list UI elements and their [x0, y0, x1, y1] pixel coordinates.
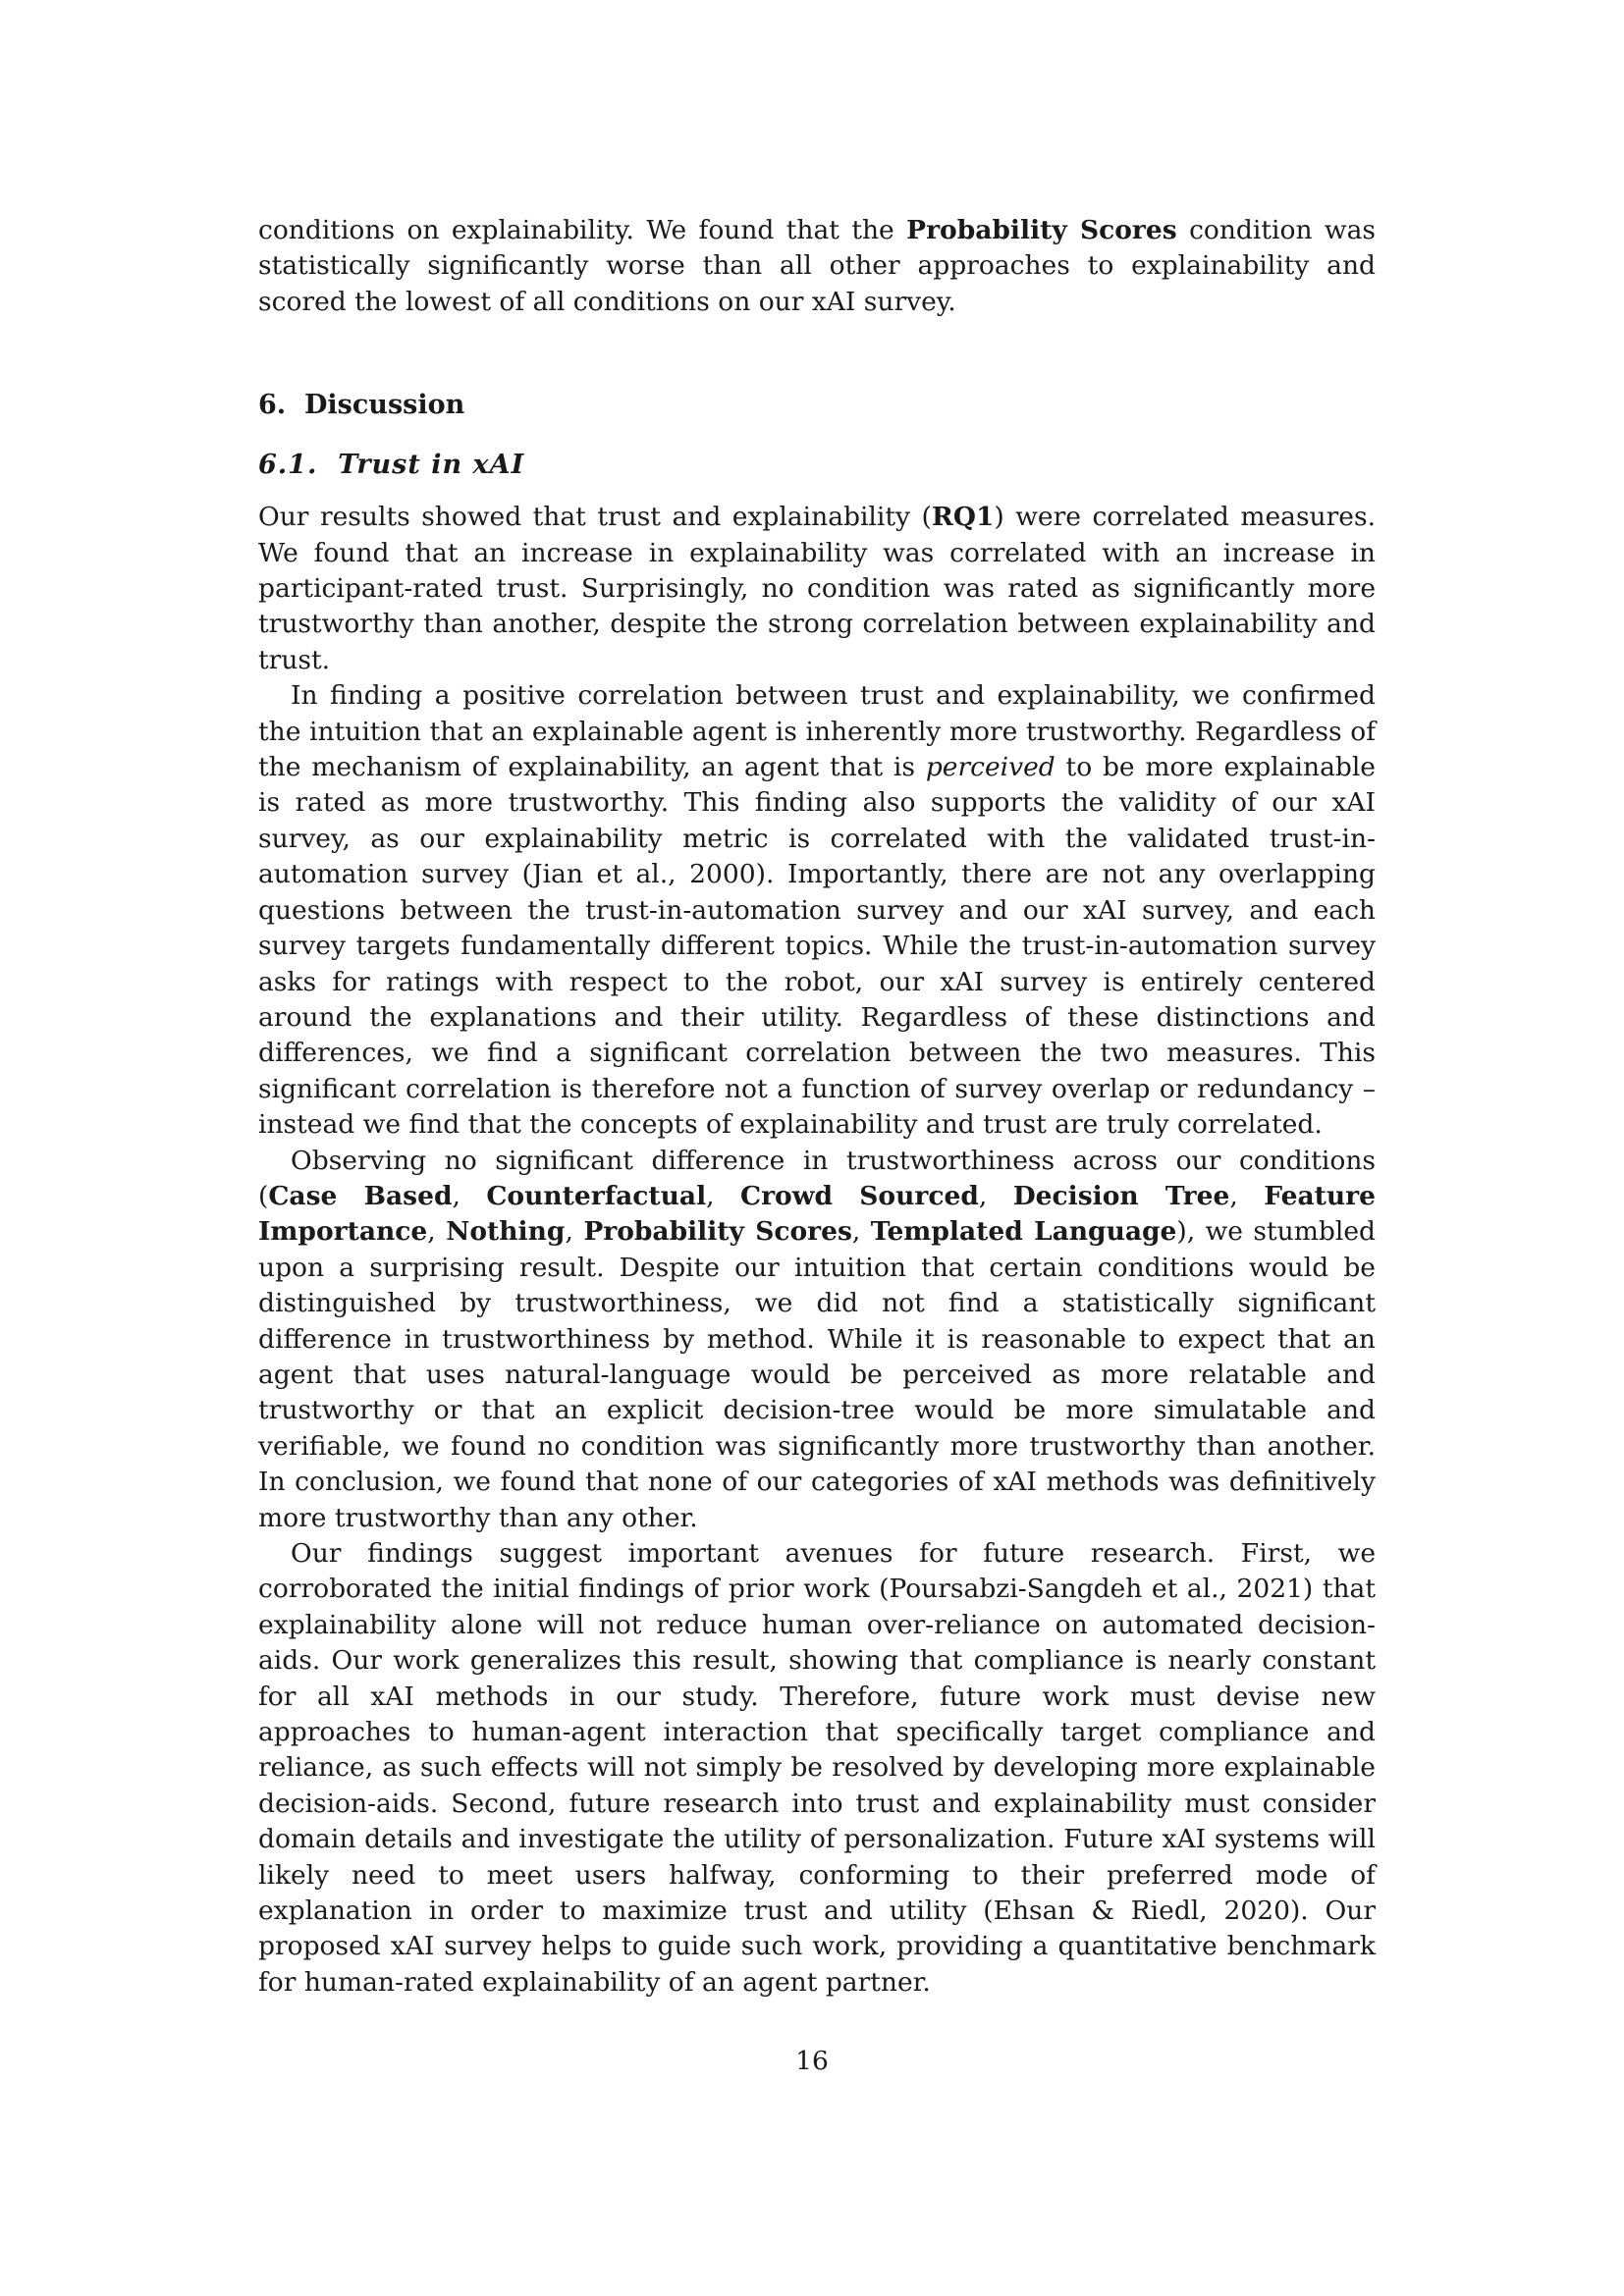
separator: ,	[565, 1216, 584, 1248]
paragraph-text: Our findings suggest important avenues for future research. First, we corroborated the initial findings of prior work (Poursabzi-Sangdeh et al., 2021) that explainability alone will not reduce human over-reliance on automated decision-aids. Our work generalizes this result, showing that compliance is nearly constant for all xAI methods in our study. Therefore, future work must devise new approaches to human-agent interaction that specifically target compliance and reliance, as such effects will not simply be resolved by developing more explainable decision-aids. Second, future research into trust and explainability must consider domain details and investigate the utility of personalization. Future xAI systems will likely need to meet users halfway, conforming to their preferred mode of explanation in order to maximize trust and utility (Ehsan & Riedl, 2020). Our proposed xAI survey helps to guide such work, providing a quantitative benchmark for human-rated explainability of an agent partner.	[258, 1538, 1376, 1998]
paragraph-text: ) were correlated measures. We found that an increase in explainability was correlated with an increase in participant-rated trust. Surprisingly, no condition was rated as significantly more trustworthy than another, despite the strong correlation between explainability and trust.	[258, 502, 1376, 675]
intro-text: conditions on explainability. We found that the	[258, 215, 907, 245]
paragraph-text: ), we stumbled upon a surprising result. Despite our intuition that certain conditions would be distinguished by trustworthiness, we did not find a statistically significant difference in trustworthiness by method. While it is reasonable to expect that an agent that uses natural-language would be perceived as more relatable and trustworthy or that an explicit decision-tree would be more simulatable and verifiable, we found no condition was significantly more trustworthy than another. In conclusion, we found that none of our categories of xAI methods was definitively more trustworthy than any other.	[258, 1216, 1376, 1533]
paragraph-text: to be more explainable is rated as more trustworthy. This finding also supports the validity of our xAI survey, as our explainability metric is correlated with the validated trust-in-automation survey (Jian et al., 2000). Importantly, there are not any overlapping questions between the trust-in-automation survey and our xAI survey, and each survey targets fundamentally different topics. While the trust-in-automation survey asks for ratings with respect to the robot, our xAI survey is entirely centered around the explanations and their utility. Regardless of these distinctions and differences, we find a significant correlation between the two measures. This significant correlation is therefore not a function of survey overlap or redundancy – instead we find that the concepts of explainability and trust are truly correlated.	[258, 752, 1376, 1141]
section-heading	[258, 388, 1376, 423]
body-paragraph-future-research	[258, 1536, 1376, 2001]
condition-templated-language: Templated Language	[870, 1216, 1177, 1248]
condition-probability-scores: Probability Scores	[583, 1216, 852, 1248]
body-paragraph-rq1	[258, 500, 1376, 678]
subsection-number: 6.1.	[258, 450, 318, 481]
separator: ,	[706, 1180, 740, 1211]
emphasis-perceived: perceived	[925, 752, 1056, 783]
condition-crowd-sourced: Crowd Sourced	[740, 1180, 979, 1211]
body-paragraph-correlation	[258, 678, 1376, 1143]
emphasis-rq1: RQ1	[931, 502, 995, 533]
condition-nothing: Nothing	[446, 1216, 566, 1248]
condition-case-based: Case Based	[268, 1180, 453, 1211]
intro-text: condition was statistically significantly worse than all other approaches to explainability and scored the lowest of all conditions on our xAI survey.	[258, 215, 1376, 317]
separator: ,	[978, 1180, 1013, 1211]
separator: ,	[452, 1180, 487, 1211]
separator: ,	[1229, 1180, 1265, 1211]
subsection-heading	[258, 448, 1376, 483]
section-title: Discussion	[304, 390, 465, 421]
condition-counterfactual: Counterfactual	[486, 1180, 707, 1211]
separator: ,	[851, 1216, 871, 1248]
condition-feature-importance: Feature Importance	[258, 1180, 1376, 1248]
separator: ,	[427, 1216, 447, 1248]
page-body	[258, 213, 1376, 2001]
intro-paragraph	[258, 213, 1376, 320]
condition-decision-tree: Decision Tree	[1012, 1180, 1230, 1211]
paragraph-text: In finding a positive correlation between trust and explainability, we confirmed the intuition that an explainable agent is inherently more trustworthy. Regardless of the mechanism of explainability, an agent that is	[258, 680, 1376, 783]
emphasis-probability-scores: Probability Scores	[906, 215, 1177, 245]
body-paragraph-conditions	[258, 1144, 1376, 1536]
paragraph-text: Our results showed that trust and explainability (	[258, 502, 932, 533]
page-number: 16	[795, 2046, 829, 2076]
section-number: 6.	[258, 390, 287, 421]
paragraph-text: Observing no significant difference in trustworthiness across our conditions (	[258, 1145, 1376, 1211]
subsection-title: Trust in xAI	[338, 450, 525, 481]
